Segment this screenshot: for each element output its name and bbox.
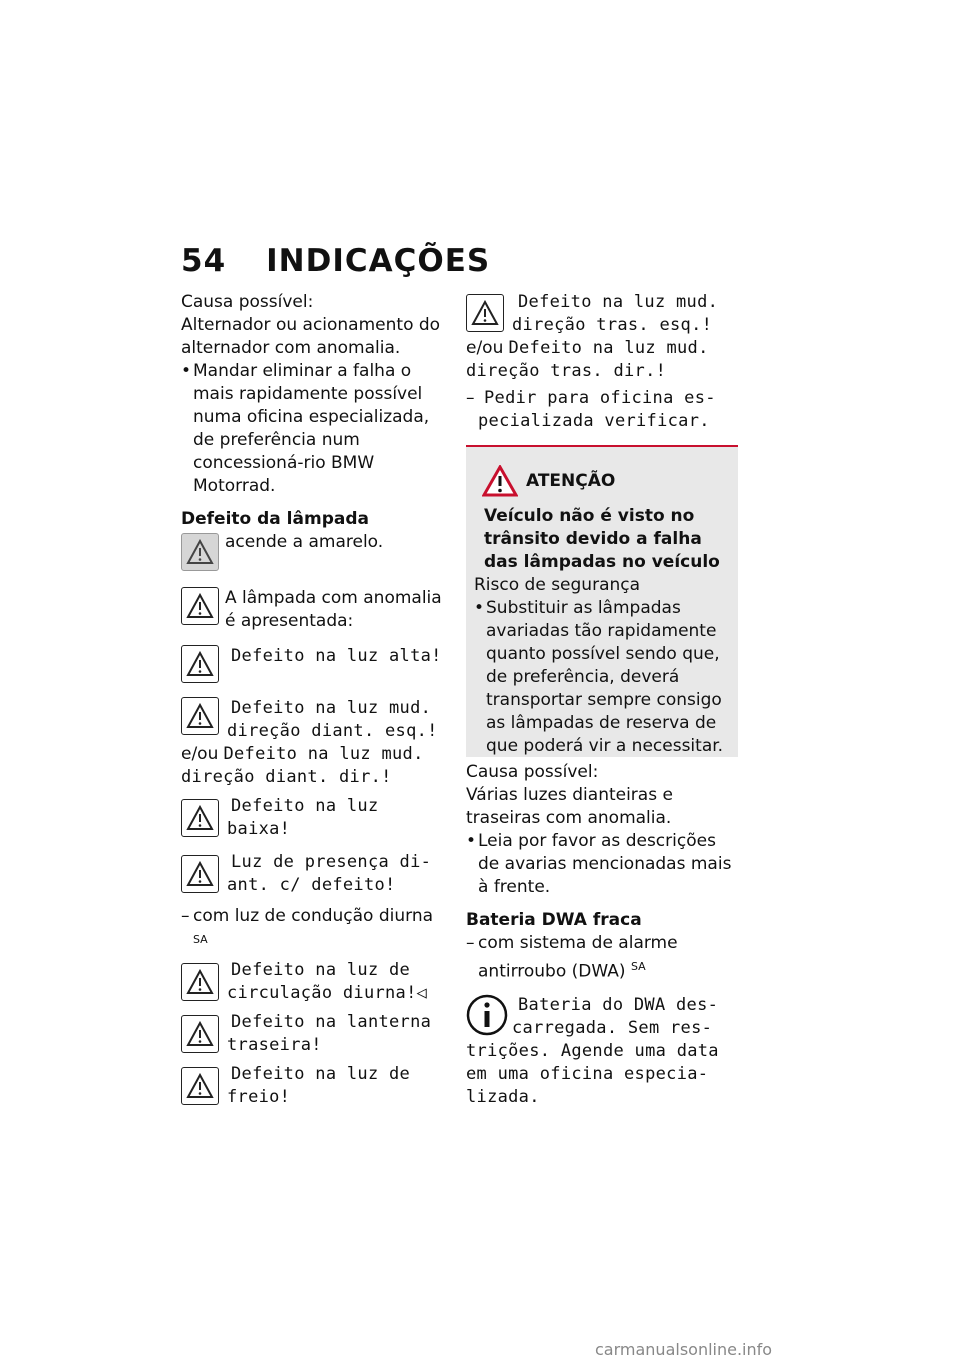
condition-item: – com luz de condução diurna $^{SA}$ (181, 905, 451, 957)
warning-lamp-icon (181, 533, 219, 571)
dwa-heading: Bateria DWA fraca (466, 910, 642, 930)
display-message: freio! (227, 1086, 291, 1107)
cause-text: Várias luzes dianteiras e traseiras com anomalia. (466, 785, 673, 828)
page-header (181, 243, 490, 279)
msg-row (181, 851, 451, 899)
display-message: carregada. Sem res- (512, 1017, 713, 1038)
msg-row (466, 291, 738, 383)
warning-triangle-icon (181, 855, 219, 893)
warning-triangle-icon (181, 645, 219, 683)
display-message: Defeito na luz de (231, 1063, 411, 1084)
instruction-item (466, 387, 738, 433)
dash-icon: – (181, 906, 190, 926)
display-message: Defeito na luz mud. (231, 698, 432, 718)
display-message: Defeito na luz (231, 796, 379, 816)
display-message: circulação diurna!◁ (227, 982, 428, 1003)
msg-row (181, 697, 451, 789)
page-title: INDICAÇÕES (266, 243, 491, 279)
warning-title-row (474, 465, 734, 497)
cause-label: Causa possível: (466, 762, 599, 782)
bullet-dot-icon: • (466, 831, 477, 851)
msg-row (466, 994, 738, 1109)
msg-row (181, 795, 451, 843)
bullet-item: • Mandar eliminar a falha o mais rapidamente possível numa oficina especializada, de preferência num concessioná-rio BMW Motorrad. (181, 361, 430, 496)
display-message: direção tras. esq.! (512, 315, 713, 335)
msg-row (181, 645, 451, 693)
info-icon (466, 994, 508, 1036)
and-or-label: e/ou (466, 338, 504, 358)
warning-triangle-icon (181, 1067, 219, 1105)
display-message: Pedir para oficina es- (484, 388, 716, 408)
warning-bullet: • Substituir as lâmpadas avariadas tão rapidamente quanto possível sendo que, de preferência, deverá transportar sempre consigo as lâmpadas de reserva de que poderá vir a necessitar. (474, 598, 724, 756)
warning-triangle-icon (181, 587, 219, 625)
right-column (466, 291, 738, 433)
display-message: pecializada verificar. (478, 411, 710, 431)
display-message: Luz de presença di- (231, 852, 432, 872)
sa-label: SA (193, 933, 208, 946)
display-message: em uma oficina especia- (466, 1063, 709, 1084)
display-message: ant. c/ defeito! (227, 875, 396, 895)
display-message: traseira! (227, 1034, 322, 1055)
dash-icon: – (466, 933, 475, 953)
display-message: Defeito na luz de (231, 959, 411, 980)
bullet-dot-icon: • (474, 598, 485, 618)
warning-triangle-icon (181, 1015, 219, 1053)
display-message: trições. Agende uma data (466, 1040, 719, 1061)
amber-lamp-row (181, 531, 451, 577)
display-message: Defeito na luz mud. (518, 292, 719, 312)
and-or-label: e/ou (181, 744, 219, 764)
display-message: direção diant. dir.! (181, 767, 392, 787)
bullet-dot-icon: • (181, 361, 192, 381)
lamp-shown-text: A lâmpada com anomalia é apresentada: (225, 588, 442, 631)
warning-triangle-icon (181, 963, 219, 1001)
amber-text: acende a amarelo. (225, 532, 384, 552)
warning-triangle-icon (466, 294, 504, 332)
lamp-shown-row (181, 587, 451, 645)
warning-triangle-icon (181, 799, 219, 837)
sa-label: SA (630, 960, 646, 973)
cause-label: Causa possível: (181, 292, 314, 312)
display-message: direção tras. dir.! (466, 361, 667, 381)
msg-row (181, 1063, 451, 1111)
warning-risk: Risco de segurança (474, 575, 641, 595)
caution-icon (482, 465, 518, 497)
display-message: Defeito na luz alta! (231, 646, 442, 666)
bullet-item: • Leia por favor as descrições de avarias mencionadas mais à frente. (466, 831, 732, 897)
display-message: lizada. (466, 1086, 540, 1107)
page-number: 54 (181, 243, 227, 279)
warning-triangle-icon (181, 697, 219, 735)
display-message: Defeito na luz mud. (223, 744, 424, 764)
left-column (181, 291, 451, 1111)
display-message: direção diant. esq.! (227, 721, 438, 741)
warning-box (466, 445, 738, 757)
warning-title: ATENÇÃO (526, 470, 616, 491)
display-message: Defeito na lanterna (231, 1011, 432, 1032)
condition-item: – com sistema de alarme antirroubo (DWA) $^{SA}$ (466, 933, 678, 982)
msg-row (181, 959, 451, 1007)
right-column-lower (466, 761, 738, 1109)
display-message: baixa! (227, 819, 291, 839)
dash-icon: – (466, 388, 475, 408)
watermark: carmanualsonline.info (595, 1340, 773, 1359)
lamp-heading: Defeito da lâmpada (181, 509, 369, 529)
msg-row (181, 1011, 451, 1059)
cause-text: Alternador ou acionamento do alternador com anomalia. (181, 315, 441, 358)
warning-heading: Veículo não é visto no trânsito devido a falha das lâmpadas no veículo (484, 506, 720, 572)
display-message: Bateria do DWA des- (518, 994, 719, 1015)
display-message: Defeito na luz mud. (508, 338, 709, 358)
